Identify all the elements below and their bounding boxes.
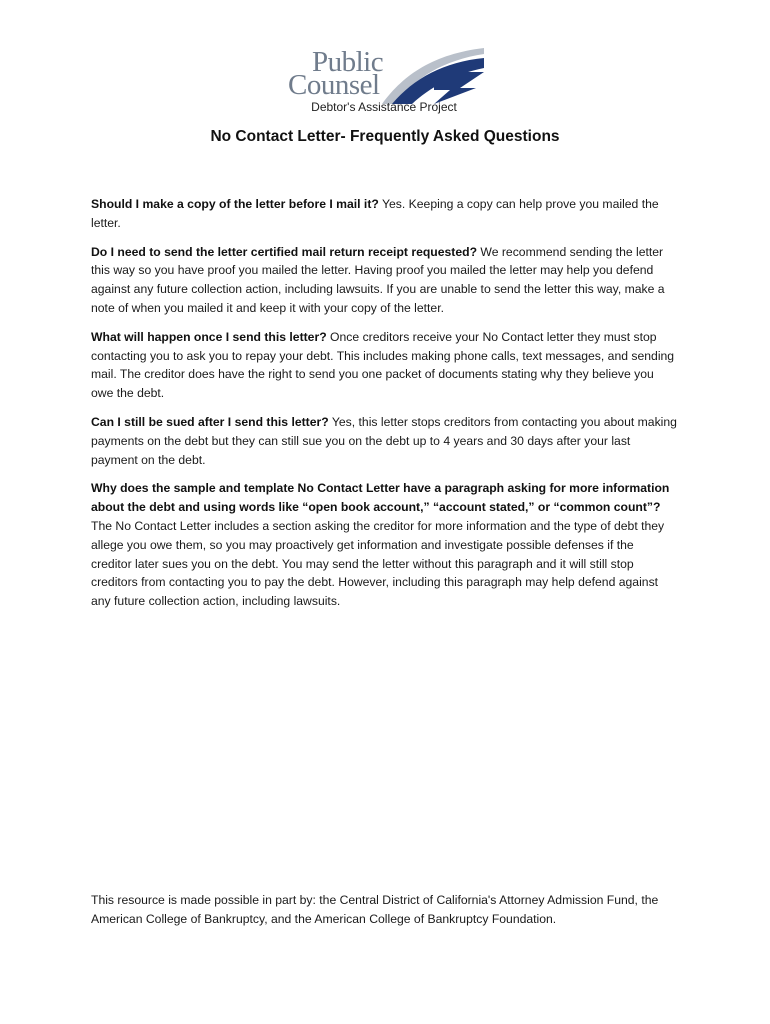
logo-text-counsel: Counsel (288, 69, 380, 101)
faq-question: Can I still be sued after I send this letter? (91, 414, 329, 429)
page-title: No Contact Letter- Frequently Asked Questions (210, 128, 560, 145)
faq-item (91, 328, 677, 403)
project-subtitle: Debtor's Assistance Project (311, 100, 457, 114)
logo-text-public: Public (312, 46, 384, 78)
faq-item (91, 479, 677, 611)
faq-answer: Yes, this letter stops creditors from contacting you about making payments on the debt but they can still sue you on the debt up to 4 years and 30 days after your last payment on the debt. (91, 414, 677, 467)
faq-question: What will happen once I send this letter? (91, 329, 327, 344)
faq-question: Should I make a copy of the letter before I mail it? (91, 197, 379, 211)
funding-acknowledgement: This resource is made possible in part by: the Central District of California's Attorney Admission Fund, the American College of Bankruptcy, and the American College of Bankruptcy Foundation. (91, 893, 659, 926)
faq-item (91, 195, 677, 233)
faq-answer: Yes. Keeping a copy can help prove you mailed the letter. (91, 197, 659, 230)
faq-answer: Once creditors receive your No Contact letter they must stop contacting you to ask you to repay your debt. This includes making phone calls, text messages, and sending mail. The creditor does have the right to send you one packet of documents stating why they believe you owe the debt. (91, 329, 675, 401)
faq-answer: The No Contact Letter includes a section asking the creditor for more information and the type of debt they allege you owe them, so you may proactively get information and investigate possible defenses if the creditor later sues you on the debt. You may send the letter without this paragraph and it will still stop creditors from contacting you to pay the debt. However, including this paragraph may help defend against any future collection action, including lawsuits. (91, 518, 665, 609)
faq-answer: We recommend sending the letter this way so you have proof you mailed the letter. Having proof you mailed the letter may help you defend against any future collection action, including lawsuits. If you are unable to send the letter this way, make a note of when you mailed it and keep it with your copy of the letter. (91, 244, 665, 315)
faq-question: Do I need to send the letter certified mail return receipt requested? (91, 244, 478, 259)
faq-item (91, 243, 677, 318)
faq-list (91, 195, 677, 621)
faq-item (91, 413, 677, 469)
faq-question: Why does the sample and template No Contact Letter have a paragraph asking for more information about the debt and using words like “open book account,” “account stated,” or “common count”? (91, 481, 670, 515)
